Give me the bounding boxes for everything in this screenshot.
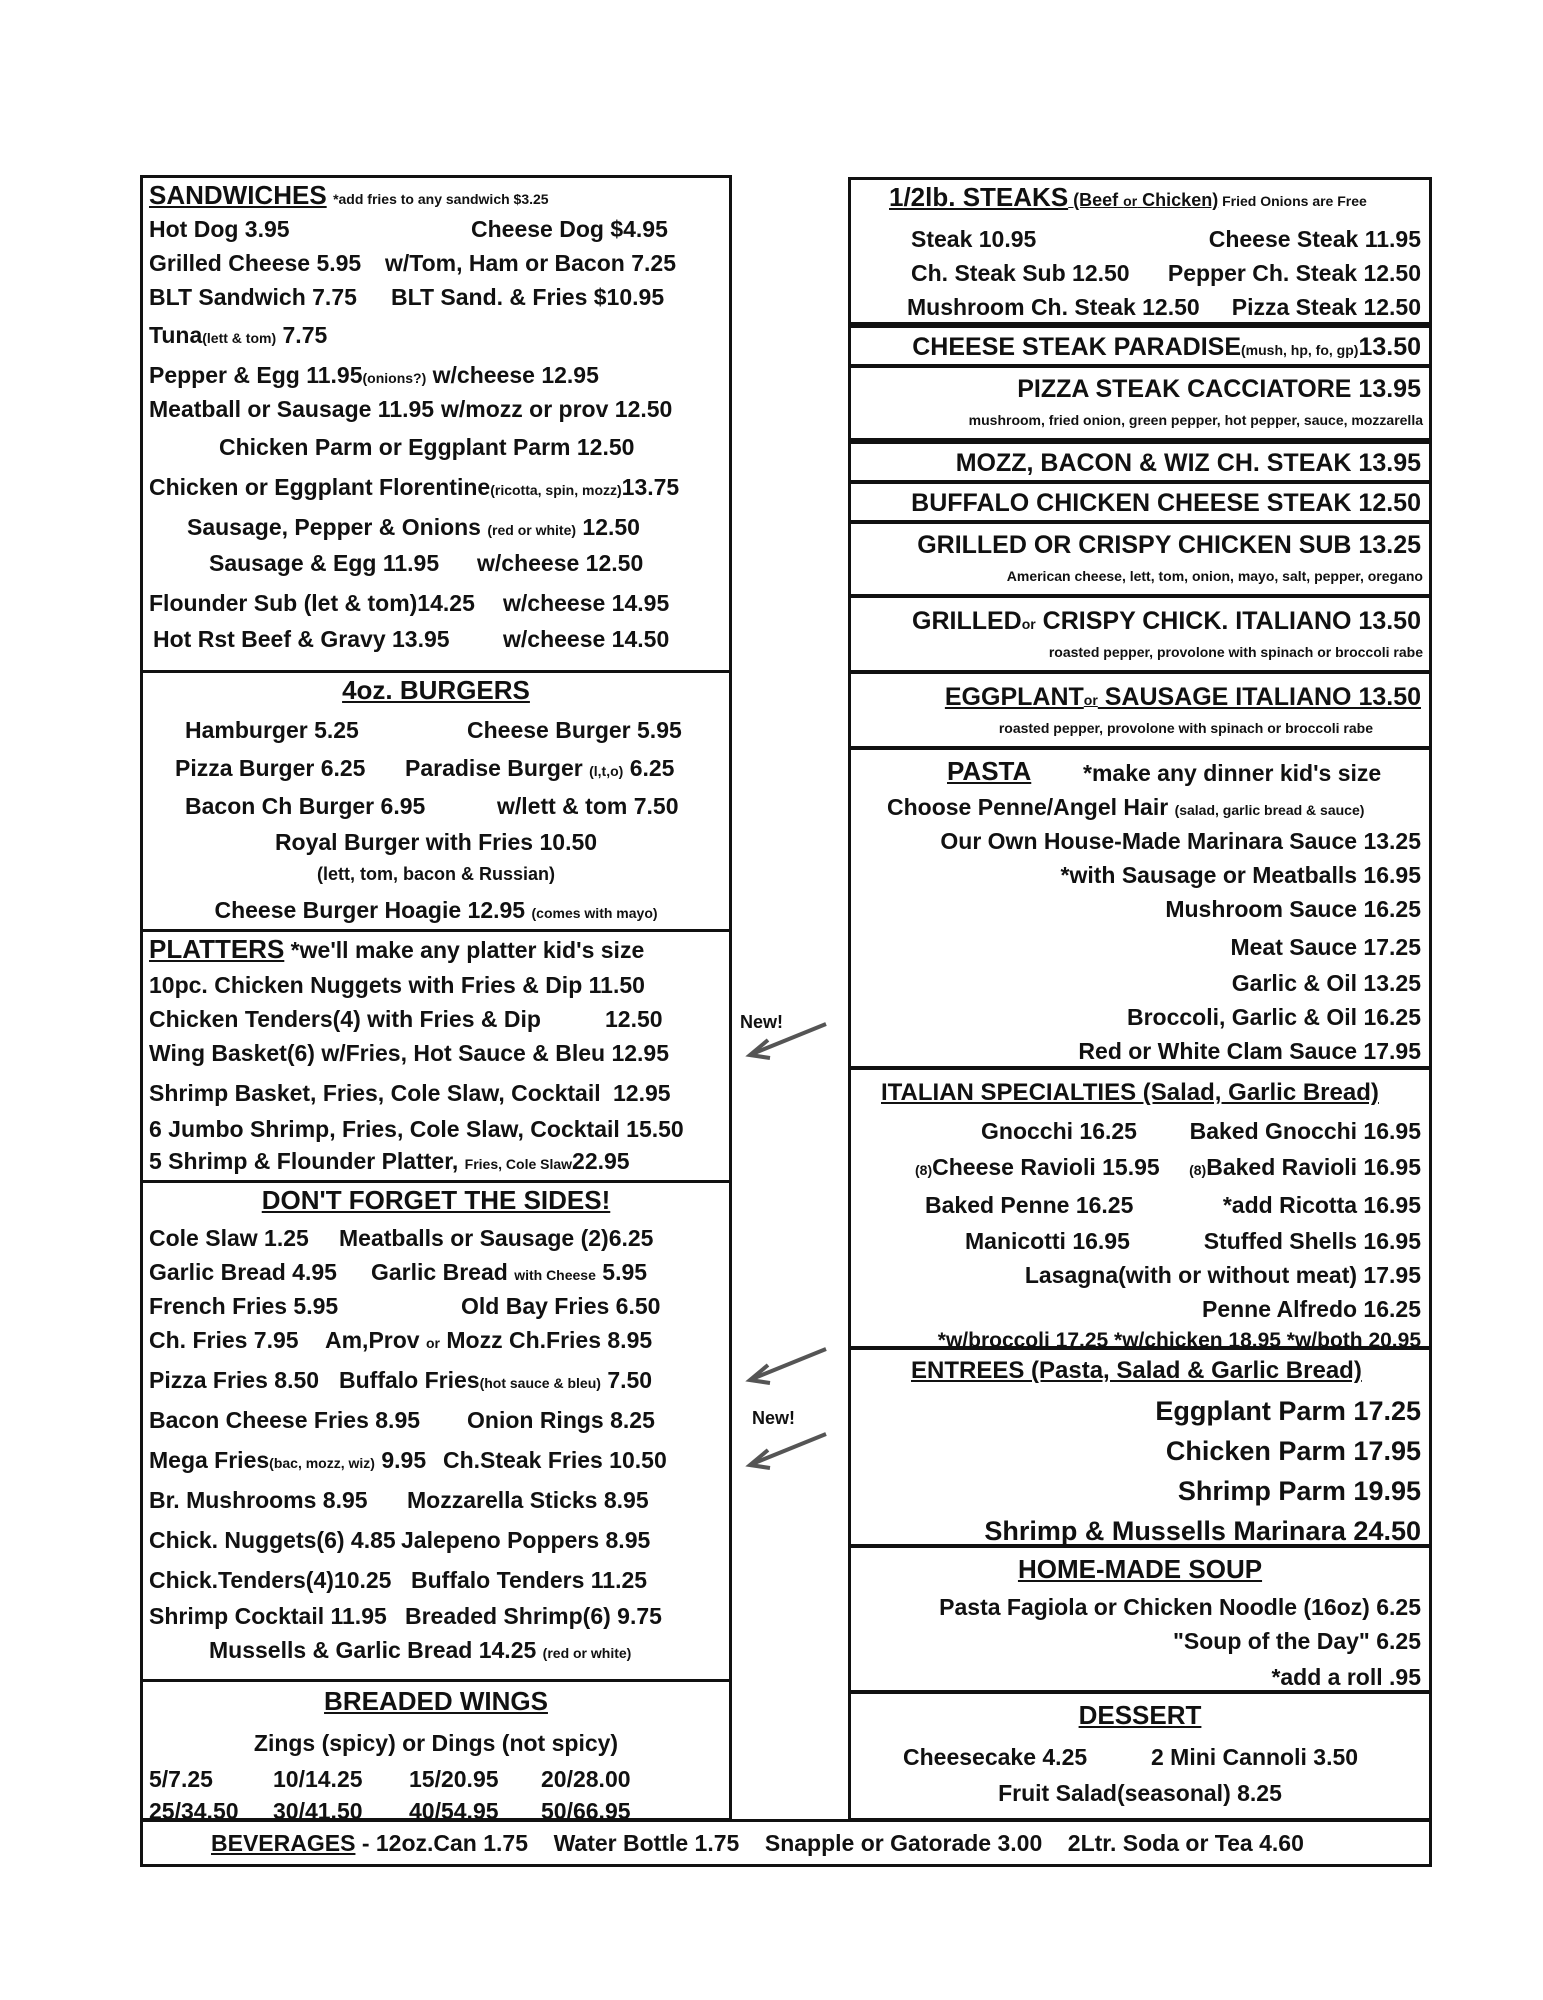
menu-item: Am,Prov [325,1327,426,1353]
arrow-left-icon [740,1020,830,1060]
dessert-title: DESSERT [1078,1700,1202,1730]
wing-price: 5/7.25 [149,1766,213,1792]
menu-item: Buffalo Tenders 11.25 [411,1567,648,1593]
beverages-list: - 12oz.Can 1.75 Water Bottle 1.75 Snapple or Gatorade 3.00 2Ltr. Soda or Tea 4.60 [355,1830,1304,1856]
pasta-note: *make any dinner kid's size [1083,760,1382,786]
menu-item: Fruit Salad(seasonal) 8.25 [998,1780,1282,1806]
menu-item: w/Tom, Ham or Bacon 7.25 [385,250,676,276]
wing-price: 20/28.00 [541,1766,631,1792]
menu-item: Meat Sauce 17.25 [1230,934,1421,960]
menu-item: Chicken Parm 17.95 [1165,1436,1421,1466]
sandwiches-section: SANDWICHES *add fries to any sandwich $3.25 Hot Dog 3.95 Cheese Dog $4.95 Grilled Cheese 5.95 w/Tom, Ham or Bacon 7.25 BLT Sandwich 7.75 BLT Sand. & Fries $10.95 Tuna(lett & tom) 7.75 Pepper & Egg 11.95(onions?) w/cheese 12.95 Meatball or Sausage 11.95 w/mozz or prov 12.50 Chicken Parm or Eggplant Parm 12.50 Chicken or Eggplant Florentine(ricotta, spin, mozz)13.75 Sausage, Pepper & Onions (red or white) 12.50 Sausage & Egg 11.95 w/cheese 12.50 Flounder Sub (let & tom)14.25 w/cheese 14.95 Hot Rst Beef & Gravy 13.95 w/cheese 14.50 [140,175,732,673]
menu-item: Br. Mushrooms 8.95 [149,1487,368,1513]
menu-item: Royal Burger with Fries 10.50 [274,829,598,855]
menu-item: *add Ricotta 16.95 [1222,1192,1421,1218]
menu-item: Mussells & Garlic Bread 14.25 [209,1637,543,1663]
menu-item: Shrimp Cocktail 11.95 [149,1603,387,1629]
steaks-title: 1/2lb. STEAKS [889,182,1069,212]
menu-item: Manicotti 16.95 [965,1228,1130,1254]
menu-item: GRILLED OR CRISPY CHICKEN SUB 13.25 [917,531,1421,559]
menu-item-desc: roasted pepper, provolone with spinach or broccoli rabe [1048,644,1423,660]
entrees-section [848,1347,1432,1547]
menu-item: Tuna [149,322,203,348]
soup-section [848,1545,1432,1693]
menu-item: Hot Rst Beef & Gravy 13.95 [153,626,450,652]
menu-item: Hot Dog 3.95 [149,216,290,242]
menu-item: CHEESE STEAK PARADISE [912,333,1242,361]
menu-item: w/lett & tom 7.50 [497,793,679,819]
menu-item: Bacon Cheese Fries 8.95 [149,1407,421,1433]
menu-item: Buffalo Fries [339,1367,480,1393]
new-label: New! [740,1012,784,1032]
menu-item: Mushroom Ch. Steak 12.50 [907,294,1200,320]
menu-item: Chick. Nuggets(6) 4.85 [149,1527,396,1553]
menu-item: Sausage, Pepper & Onions [187,514,488,540]
menu-item: Pepper & Egg 11.95 [149,362,363,388]
menu-item: Chicken Tenders(4) with Fries & Dip [149,1006,541,1032]
menu-item: w/cheese 12.50 [477,550,644,576]
menu-item: BLT Sandwich 7.75 [149,284,357,310]
menu-item: w/mozz or prov 12.50 [441,396,673,422]
menu-item: Baked Ravioli 16.95 [1206,1154,1421,1180]
menu-item: Pepper Ch. Steak 12.50 [1167,260,1421,286]
menu-item: GRILLED [912,607,1022,635]
menu-item: Cheese Ravioli 15.95 [932,1154,1160,1180]
menu-item: Grilled Cheese 5.95 [149,250,362,276]
platters-title: PLATTERS [149,934,285,964]
menu-item: *with Sausage or Meatballs 16.95 [1060,862,1421,888]
menu-item: Wing Basket(6) w/Fries, Hot Sauce & Bleu 12.95 [149,1040,670,1066]
burgers-section: 4oz. BURGERS Hamburger 5.25 Cheese Burger 5.95 Pizza Burger 6.25 Paradise Burger (l,t,o) 6.25 Bacon Ch Burger 6.95 w/lett & tom 7.50 Royal Burger with Fries 10.50 (lett, tom, bacon & Russian) Cheese Burger Hoagie 12.95 (comes with mayo) [140,670,732,932]
eggplant-italiano-section: EGGPLANTor SAUSAGE ITALIANO 13.50 roasted pepper, provolone with spinach or broccoli rabe [848,671,1432,749]
menu-item: Pizza Burger 6.25 [175,755,366,781]
sandwiches-note: *add fries to any sandwich $3.25 [333,191,549,207]
menu-item: 12.50 [605,1006,663,1032]
wing-price: 40/54.95 [409,1798,499,1824]
menu-item: w/cheese 14.95 [503,590,670,616]
menu-item: Flounder Sub (let & tom)14.25 [149,590,475,616]
menu-item: *w/broccoli 17.25 *w/chicken 18.95 *w/both 20.95 [937,1329,1421,1352]
menu-item: MOZZ, BACON & WIZ CH. STEAK 13.95 [955,449,1421,477]
sides-title: DON'T FORGET THE SIDES! [261,1185,611,1215]
dessert-section [848,1691,1432,1821]
menu-item: Hamburger 5.25 [185,717,359,743]
wing-price: 15/20.95 [409,1766,499,1792]
menu-item: Ch.Steak Fries 10.50 [443,1447,667,1473]
menu-item: Jalepeno Poppers 8.95 [401,1527,651,1553]
menu-item: Pasta Fagiola or Chicken Noodle (16oz) 6.25 [939,1594,1421,1620]
wing-price: 25/34.50 [149,1798,239,1824]
menu-item-desc: (lett, tom, bacon & Russian) [316,864,556,884]
wings-subtitle: Zings (spicy) or Dings (not spicy) [253,1730,619,1756]
arrow-left-icon [740,1430,830,1470]
menu-item: Meatballs or Sausage (2)6.25 [339,1225,654,1251]
menu-item: Baked Penne 16.25 [925,1192,1134,1218]
menu-item: Cheese Dog $4.95 [471,216,668,242]
menu-item: Mega Fries [149,1447,270,1473]
wings-section [140,1679,732,1824]
menu-item: 5 Shrimp & Flounder Platter, [149,1148,465,1174]
buffalo-section [848,481,1432,523]
burgers-title: 4oz. BURGERS [342,675,530,705]
menu-item: PIZZA STEAK CACCIATORE 13.95 [1017,375,1421,403]
menu-item: Cheese Burger Hoagie 12.95 [214,897,532,923]
menu-item: Mushroom Sauce 16.25 [1165,896,1421,922]
wing-price: 50/66.95 [541,1798,631,1824]
menu-item: Garlic Bread [371,1259,515,1285]
menu-item: Breaded Shrimp(6) 9.75 [405,1603,662,1629]
menu-item: Gnocchi 16.25 [981,1118,1137,1144]
arrow-left-icon [740,1345,830,1385]
menu-item: BUFFALO CHICKEN CHEESE STEAK 12.50 [911,489,1421,517]
entrees-title: ENTREES (Pasta, Salad & Garlic Bread) [911,1357,1362,1384]
menu-item: Our Own House-Made Marinara Sauce 13.25 [940,828,1421,854]
menu-item: Shrimp Basket, Fries, Cole Slaw, Cocktail [149,1080,601,1106]
menu-item: "Soup of the Day" 6.25 [1172,1628,1421,1654]
menu-item: Penne Alfredo 16.25 [1201,1296,1421,1322]
menu-item-desc: mushroom, fried onion, green pepper, hot pepper, sauce, mozzarella [968,412,1423,428]
wing-price: 30/41.50 [273,1798,363,1824]
menu-item: 2 Mini Cannoli 3.50 [1151,1744,1359,1770]
platters-note: *we'll make any platter kid's size [284,937,645,963]
wings-title: BREADED WINGS [324,1686,548,1716]
menu-item: Mozzarella Sticks 8.95 [407,1487,649,1513]
menu-item-desc: roasted pepper, provolone with spinach or broccoli rabe [998,720,1373,736]
menu-item: Chick.Tenders(4)10.25 [149,1567,392,1593]
menu-item: Baked Gnocchi 16.95 [1189,1118,1421,1144]
specialties-title: ITALIAN SPECIALTIES (Salad, Garlic Bread) [881,1079,1379,1106]
menu-item: Choose Penne/Angel Hair [887,794,1175,820]
sandwiches-title: SANDWICHES [149,180,327,210]
menu-item: Onion Rings 8.25 [467,1407,655,1433]
wing-price: 10/14.25 [273,1766,363,1792]
menu-item: Cheese Steak 11.95 [1208,226,1421,252]
menu-item: Cole Slaw 1.25 [149,1225,309,1251]
menu-item: EGGPLANT [944,683,1084,711]
menu-item: 6 Jumbo Shrimp, Fries, Cole Slaw, Cocktail 15.50 [149,1116,684,1142]
menu-item: BLT Sand. & Fries $10.95 [391,284,665,310]
menu-item: Lasagna(with or without meat) 17.95 [1024,1262,1421,1288]
menu-item: Meatball or Sausage 11.95 [149,396,435,422]
menu-item: Cheesecake 4.25 [903,1744,1088,1770]
beverages-section [140,1819,1432,1867]
sides-section: DON'T FORGET THE SIDES! Cole Slaw 1.25 Meatballs or Sausage (2)6.25 Garlic Bread 4.95 Garlic Bread with Cheese 5.95 French Fries 5.95 Old Bay Fries 6.50 Ch. Fries 7.95 Am,Prov or Mozz Ch.Fries 8.95 Pizza Fries 8.50 Buffalo Fries(hot sauce & bleu) 7.50 Bacon Cheese Fries 8.95 Onion Rings 8.25 Mega Fries(bac, mozz, wiz) 9.95 Ch.Steak Fries 10.50 Br. Mushrooms 8.95 Mozzarella Sticks 8.95 Chick. Nuggets(6) 4.85 Jalepeno Poppers 8.95 Chick.Tenders(4)10.25 Buffalo Tenders 11.25 Shrimp Cocktail 11.95 Breaded Shrimp(6) 9.75 Mussells & Garlic Bread 14.25 (red or white) [140,1180,732,1682]
menu-item: French Fries 5.95 [149,1293,339,1319]
new-label: New! [752,1408,796,1428]
menu-item: Garlic Bread 4.95 [149,1259,337,1285]
beverages-title: BEVERAGES [211,1830,356,1856]
cacciatore-section [848,365,1432,441]
menu-item: Cheese Burger 5.95 [467,717,682,743]
menu-item: Chicken Parm or Eggplant Parm 12.50 [219,434,635,460]
menu-item: Shrimp & Mussells Marinara 24.50 [984,1516,1421,1546]
menu-item: Sausage & Egg 11.95 [209,550,440,576]
pasta-title: PASTA [947,756,1032,786]
menu-item: Pizza Steak 12.50 [1231,294,1421,320]
menu-item: Stuffed Shells 16.95 [1203,1228,1421,1254]
menu-item: Pizza Fries 8.50 [149,1367,320,1393]
menu-item: Bacon Ch Burger 6.95 [185,793,426,819]
italian-specialties-section: ITALIAN SPECIALTIES (Salad, Garlic Bread) Gnocchi 16.25 Baked Gnocchi 16.95 (8)Cheese Ravioli 15.95 (8)Baked Ravioli 16.95 Baked Penne 16.25 *add Ricotta 16.95 Manicotti 16.95 Stuffed Shells 16.95 Lasagna(with or without meat) 17.95 Penne Alfredo 16.25 *w/broccoli 17.25 *w/chicken 18.95 *w/both 20.95 [848,1067,1432,1349]
menu-item-desc: American cheese, lett, tom, onion, mayo, salt, pepper, oregano [1006,568,1423,584]
chicken-italiano-section: GRILLEDor CRISPY CHICK. ITALIANO 13.50 roasted pepper, provolone with spinach or broccoli rabe [848,595,1432,673]
menu-item: 12.95 [613,1080,671,1106]
menu-item: Eggplant Parm 17.25 [1155,1396,1421,1426]
menu-item: 10pc. Chicken Nuggets with Fries & Dip 11.50 [149,972,645,998]
menu-item: Old Bay Fries 6.50 [461,1293,661,1319]
menu-item: Chicken or Eggplant Florentine [149,474,491,500]
menu-item: Shrimp Parm 19.95 [1177,1476,1421,1506]
menu-item: Red or White Clam Sauce 17.95 [1078,1038,1421,1064]
chicken-sub-section [848,521,1432,597]
menu-item: Ch. Steak Sub 12.50 [911,260,1130,286]
menu-item: *add a roll .95 [1271,1664,1421,1690]
soup-title: HOME-MADE SOUP [1017,1554,1263,1584]
mozz-bacon-section [848,441,1432,483]
menu-item: Broccoli, Garlic & Oil 16.25 [1126,1004,1421,1030]
steaks-section: 1/2lb. STEAKS (Beef or Chicken) Fried Onions are Free Steak 10.95 Cheese Steak 11.95 Ch. Steak Sub 12.50 Pepper Ch. Steak 12.50 Mushroom Ch. Steak 12.50 Pizza Steak 12.50 [848,177,1432,325]
platters-section: PLATTERS *we'll make any platter kid's size 10pc. Chicken Nuggets with Fries & Dip 11.50 Chicken Tenders(4) with Fries & Dip 12.50 Wing Basket(6) w/Fries, Hot Sauce & Bleu 12.95 Shrimp Basket, Fries, Cole Slaw, Cocktail 12.95 6 Jumbo Shrimp, Fries, Cole Slaw, Cocktail 15.50 5 Shrimp & Flounder Platter, Fries, Cole Slaw22.95 [140,929,732,1183]
menu-item: Garlic & Oil 13.25 [1231,970,1421,996]
paradise-section: CHEESE STEAK PARADISE(mush, hp, fo, gp)13.50 [848,325,1432,367]
menu-item: w/cheese 14.50 [503,626,670,652]
menu-item: Ch. Fries 7.95 [149,1327,299,1353]
menu-item: Steak 10.95 [911,226,1037,252]
pasta-section: PASTA *make any dinner kid's size Choose Penne/Angel Hair (salad, garlic bread & sauce) Our Own House-Made Marinara Sauce 13.25 *with Sausage or Meatballs 16.95 Mushroom Sauce 16.25 Meat Sauce 17.25 Garlic & Oil 13.25 Broccoli, Garlic & Oil 16.25 Red or White Clam Sauce 17.95 [848,747,1432,1069]
menu-item: Paradise Burger [405,755,590,781]
